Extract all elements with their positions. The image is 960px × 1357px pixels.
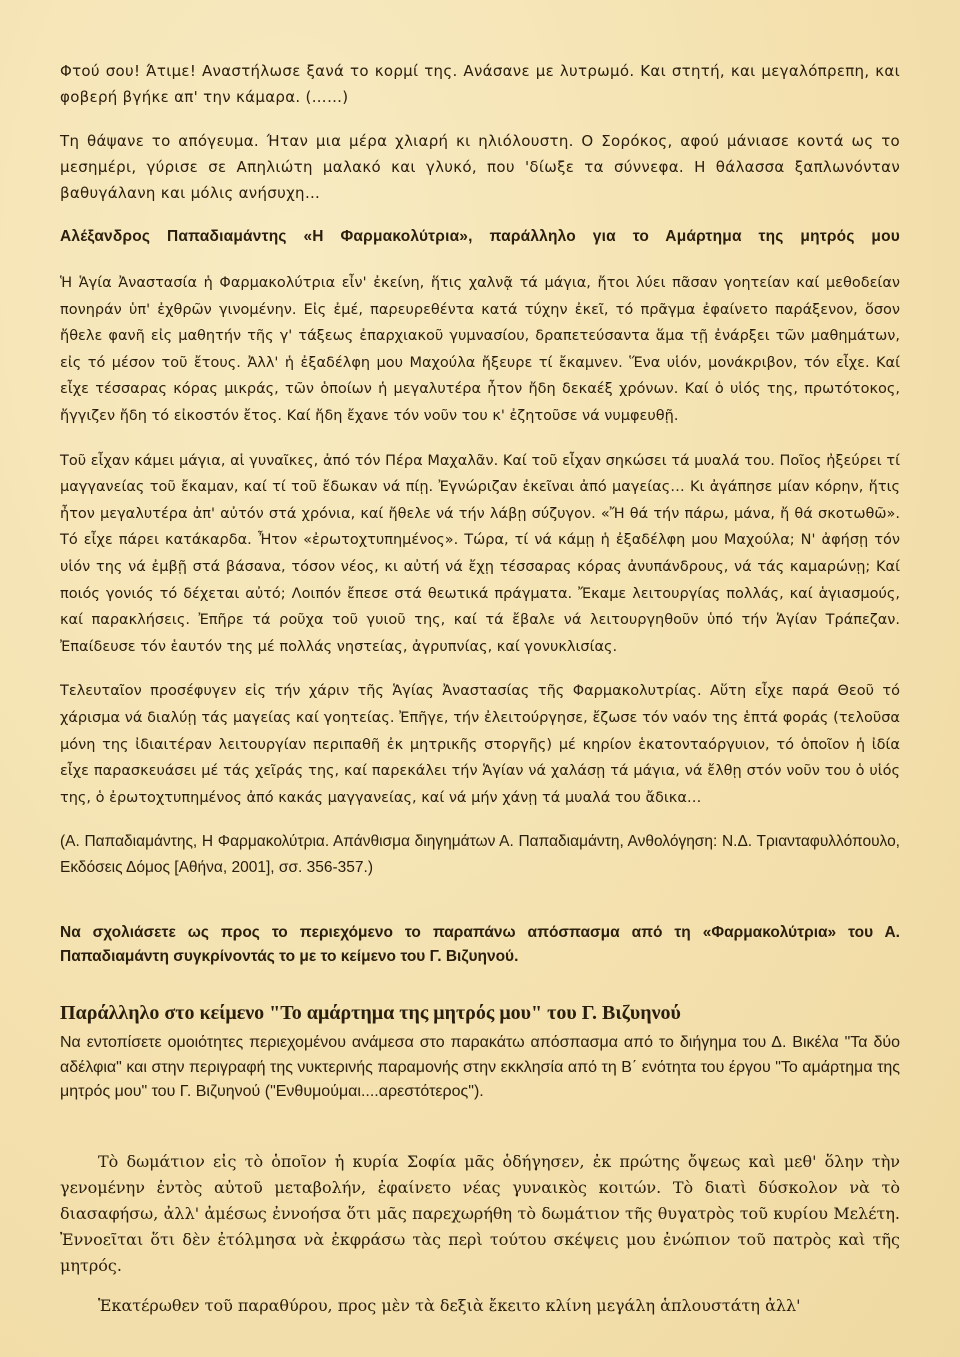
vikelas-paragraph-2: Ἑκατέρωθεν τοῦ παραθύρου, προς μὲν τὰ δεξιὰ ἔκειτο κλίνη μεγάλη ἁπλουστάτη ἀλλ' xyxy=(98,1295,801,1315)
section-heading-papadiamantis: Αλέξανδρος Παπαδιαμάντης «Η Φαρμακολύτρια», παράλληλο για το Αμάρτημα της μητρός μου xyxy=(60,228,900,245)
polytonic-paragraph-1: Ἡ Ἁγία Ἀναστασία ἡ Φαρμακολύτρια εἶν' ἐκείνη, ἥτις χαλνᾷ τά μάγια, ἤτοι λύει πᾶσαν γοητείαν καί μεθοδείαν πονηράν ὑπ' ἐχθρῶν γινομένην. Εἰς ἐμέ, παρευρεθέντα κατά τύχην ἐκεῖ, τό πρᾶγμα ἐφαίνετο παράξενον, ὅσον ἤθελε φανῆ εἰς μαθητήν τῆς γ' τάξεως ἐπαρχιακοῦ γυμνασίου, δραπετεύσαντα ἅμα τῇ ἐνάρξει τῶν μαθημάτων, εἰς τό μέσον τοῦ ἔτους. Ἀλλ' ἡ ἐξαδέλφη μου Μαχούλα ἤξευρε τί ἔκαμνεν. Ἕνα υἱόν, μονάκριβον, τόν εἶχε. Καί εἶχε τέσσαρας κόρας μικράς, τῶν ὁποίων ἡ μεγαλυτέρα ἦτον ἤδη δεκαέξ χρόνων. Καί ὁ υἱός της, πρωτότοκος, ἤγγιζεν ἤδη τό εἰκοστόν ἔτος. Καί ἤδη ἔχανε τόν νοῦν του κ' ἐζητοῦσε νά νυμφευθῇ. xyxy=(60,275,900,424)
source-reference: (Α. Παπαδιαμάντης, Η Φαρμακολύτρια. Απάνθισμα διηγημάτων Α. Παπαδιαμάντη, Ανθολόγηση: Ν.Δ. Τριανταφυλλόπουλο, Εκδόσεις Δόμος [Αθήνα, 2001], σσ. 356-357.) xyxy=(60,833,900,877)
polytonic-paragraph-2: Τοῦ εἶχαν κάμει μάγια, αἱ γυναῖκες, ἀπό τόν Πέρα Μαχαλᾶν. Καί τοῦ εἶχαν σηκώσει τά μυαλά του. Ποῖος ἠξεύρει τί μαγγανείας τοῦ ἔκαμαν, καί τί τοῦ ἔδωκαν νά πίῃ. Ἐγνώριζαν ἐκεῖναι ἀπό μαγείας… Κι ἀγάπησε μίαν κόρην, ἥτις ἦτον μεγαλυτέρα ἀπ' αὐτόν στά χρόνια, καί ἤθελε νά τήν λάβῃ σύζυγον. «Ἤ θά τήν πάρω, μάνα, ἤ θά σκοτωθῶ». Τό εἶχε πάρει κατάκαρδα. Ἦτον «ἐρωτοχτυπημένος». Τώρα, τί νά κάμῃ ἡ ἐξαδέλφη μου Μαχούλα; Ν' ἀφήσῃ τόν υἱόν της νά ἐμβῇ στά βάσανα, τόσον νέος, κι αὐτή νά ἔχῃ τέσσαρας κόρας ἀνυπάνδρους, νά τάς καμαρώνῃ; Καί ποιός γονιός τό δέχεται αὐτό; Λοιπόν ἔπεσε στά θεωτικά πράγματα. Ἔκαμε λειτουργίας πολλάς, καί ἁγιασμούς, καί παρακλήσεις. Ἐπῆρε τά ροῦχα τοῦ γυιοῦ της, καί τά ἔβαλε νά λειτουργηθοῦν ὑπό τήν Ἁγίαν Τράπεζαν. Ἐπαίδευσε τόν ἑαυτόν της μέ πολλάς νηστείας, ἀγρυπνίας, καί γονυκλισίας. xyxy=(60,452,900,655)
excerpt-paragraph-1: Φτού σου! Άτιμε! Αναστήλωσε ξανά το κορμί της. Ανάσανε με λυτρωμό. Και στητή, και μεγαλόπρεπη, και φοβερή βγήκε απ' την κάμαρα. (……) xyxy=(60,62,900,106)
vikelas-paragraph-1: Τὸ δωμάτιον εἰς τὸ ὁποῖον ἡ κυρία Σοφία μᾶς ὁδήγησεν, ἐκ πρώτης ὄψεως καὶ μεθ' ὅλην τὴν γενομένην ἐντὸς αὐτοῦ μεταβολήν, ἐφαίνετο νέας γυναικὸς κοιτών. Τὸ διατὶ δύσκολον νὰ τὸ διασαφήσω, ἀλλ' ἀμέσως ἐννοήσα ὅτι μᾶς παρεχωρήθη τὸ δωμάτιον τῆς θυγατρὸς τοῦ κυρίου Μελέτη. Ἐννοεῖται ὅτι δὲν ἐτόλμησα νὰ ἐκφράσω τὰς περὶ τούτου σκέψεις μου ἐνώπιον τοῦ πατρὸς καὶ τῆς μητρός. xyxy=(60,1151,900,1275)
polytonic-paragraph-3: Τελευταῖον προσέφυγεν εἰς τήν χάριν τῆς Ἁγίας Ἀναστασίας τῆς Φαρμακολυτρίας. Αὕτη εἶχε παρά Θεοῦ τό χάρισμα νά διαλύῃ τάς μαγείας καί γοητείας. Ἐπῆγε, τήν ἐλειτούργησε, ἔζωσε τόν ναόν της ἑπτά φοράς (τελοῦσα μόνη της ἰδιαιτέραν λειτουργίαν περιπαθῆ ἐκ μητρικῆς στοργῆς) μέ κηρίον ἑκατονταόργυιον, τό ὁποῖον ἡ ἰδία εἶχε παρασκευάσει μέ τάς χεῖράς της, καί παρεκάλει τήν Ἁγίαν νά χαλάσῃ τά μάγια, νά ἔλθῃ στόν νοῦν του ὁ υἱός της, ὁ ἐρωτοχτυπημένος ἀπό κακάς μαγγανείας, καί νά μήν χάνῃ τά μυαλά του ἄδικα… xyxy=(60,683,900,806)
section-title-vizyinos: Παράλληλο στο κείμενο "Το αμάρτημα της μητρός μου" του Γ. Βιζυηνού xyxy=(60,1002,681,1025)
question-prompt: Να σχολιάσετε ως προς το περιεχόμενο το παραπάνω απόσπασμα από τη «Φαρμακολύτρια» του Α. Παπαδιαμάντη συγκρίνοντάς το με το κείμενο του Γ. Βιζυηνού. xyxy=(60,924,900,966)
excerpt-paragraph-2: Τη θάψανε το απόγευμα. Ήταν μια μέρα χλιαρή κι ηλιόλουστη. Ο Σορόκος, αφού μάνιασε κοντά ως το μεσημέρι, γύρισε σε Απηλιώτη μαλακό και γλυκό, που 'δίωξε τα σύννεφα. Η θάλασσα ξαπλωνόνταν βαθυγάλανη και μόλις ανήσυχη… xyxy=(60,132,900,202)
task-instruction: Να εντοπίσετε ομοιότητες περιεχομένου ανάμεσα στο παρακάτω απόσπασμα από το διήγημα του Δ. Βικέλα "Τα δύο αδέλφια" και στην περιγραφή της νυκτερινής παραμονής στην εκκλησία από τη Β΄ ενότητα του έργου "Το αμάρτημα της μητρός μου" του Γ. Βιζυηνού ("Ενθυμούμαι....αρεστότερος"). xyxy=(60,1034,900,1101)
